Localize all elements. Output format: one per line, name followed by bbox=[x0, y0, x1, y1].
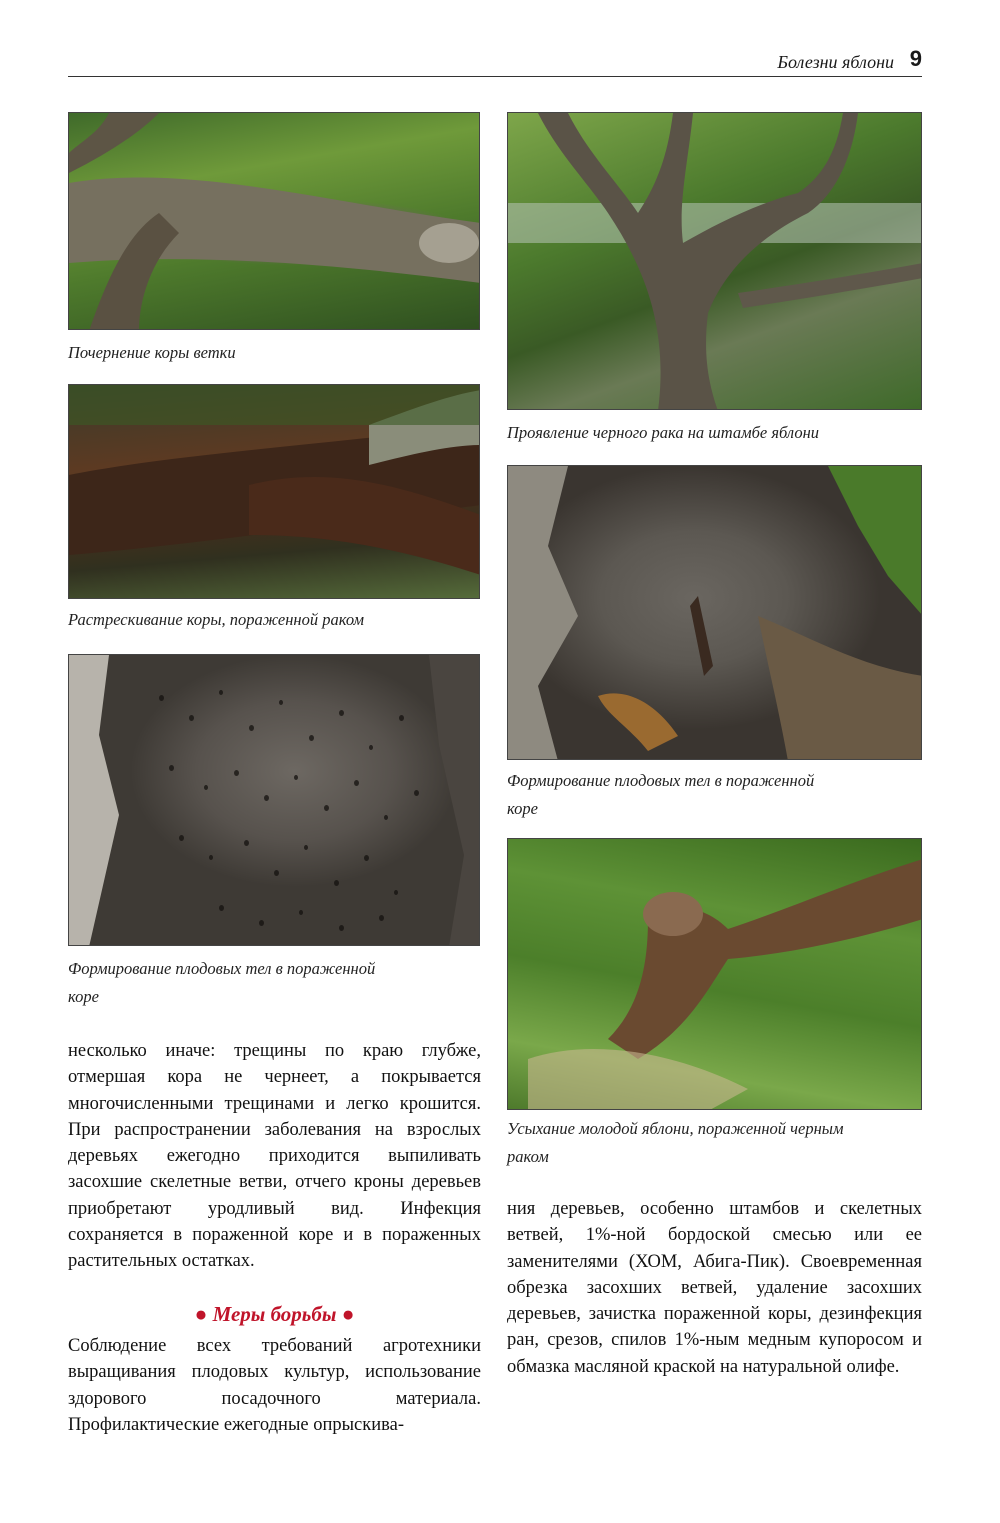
caption-fruit-bodies-left bbox=[68, 955, 480, 1011]
photo-bark-cracking bbox=[68, 384, 480, 599]
caption-trunk-canker: Проявление черного рака на штамбе яблони bbox=[507, 423, 820, 442]
page-number: 9 bbox=[909, 46, 922, 71]
photo-fruit-bodies-left bbox=[68, 654, 480, 946]
left-paragraph-2: Соблюдение всех требований агротехники выращивания плодовых культур, использование здорового посадочного материала. Профилактические ежегодные опрыскива- bbox=[68, 1336, 481, 1435]
caption-fruit-bodies-right bbox=[507, 767, 922, 823]
caption-fruit-bodies-left-line1: Формирование плодовых тел в пораженной bbox=[68, 959, 376, 978]
caption-fruit-bodies-right-line2: коре bbox=[507, 799, 538, 818]
caption-young-tree-drying bbox=[507, 1115, 922, 1171]
caption-young-tree-drying-line2: раком bbox=[507, 1147, 549, 1166]
section-heading: ● Меры борьбы ● bbox=[194, 1302, 355, 1326]
caption-fruit-bodies-left-line2: коре bbox=[68, 987, 99, 1006]
left-column-text bbox=[68, 1038, 481, 1275]
left-column-text-2 bbox=[68, 1333, 481, 1438]
running-header bbox=[68, 46, 922, 77]
caption-young-tree-drying-line1: Усыхание молодой яблони, пораженной черным bbox=[507, 1119, 844, 1138]
caption-fruit-bodies-right-line1: Формирование плодовых тел в пораженной bbox=[507, 771, 815, 790]
photo-branch-blackening bbox=[68, 112, 480, 330]
photo-young-tree-drying bbox=[507, 838, 922, 1110]
caption-branch-blackening: Почернение коры ветки bbox=[68, 343, 236, 362]
photo-fruit-bodies-right bbox=[507, 465, 922, 760]
right-paragraph: ния деревьев, особенно штамбов и скелетных ветвей, 1%-ной бордоской смесью или ее заменителями (ХОМ, Абига-Пик). Своевременная обрезка засохших ветвей, удаление засохших деревьев, зачистка пораженной коры, дезинфекция ран, срезов, спилов 1%-ным медным купоросом и обмазка масляной краской на натуральной олифе. bbox=[507, 1199, 922, 1377]
photo-trunk-canker bbox=[507, 112, 922, 410]
right-column-text bbox=[507, 1196, 922, 1380]
left-paragraph-1: несколько иначе: трещины по краю глубже, отмершая кора не чернеет, а покрывается многочисленными трещинами и легко крошится. При распространении заболевания на взрослых деревьях ежегодно приходится выпиливать засохшие скелетные ветви, отчего кроны деревьев приобретают уродливый вид. Инфекция сохраняется в пораженной коре и в пораженных растительных остатках. bbox=[68, 1041, 481, 1272]
running-header-title: Болезни яблони bbox=[777, 52, 894, 72]
caption-bark-cracking: Растрескивание коры, пораженной раком bbox=[68, 610, 364, 629]
section-heading-text: Меры борьбы bbox=[212, 1302, 337, 1326]
